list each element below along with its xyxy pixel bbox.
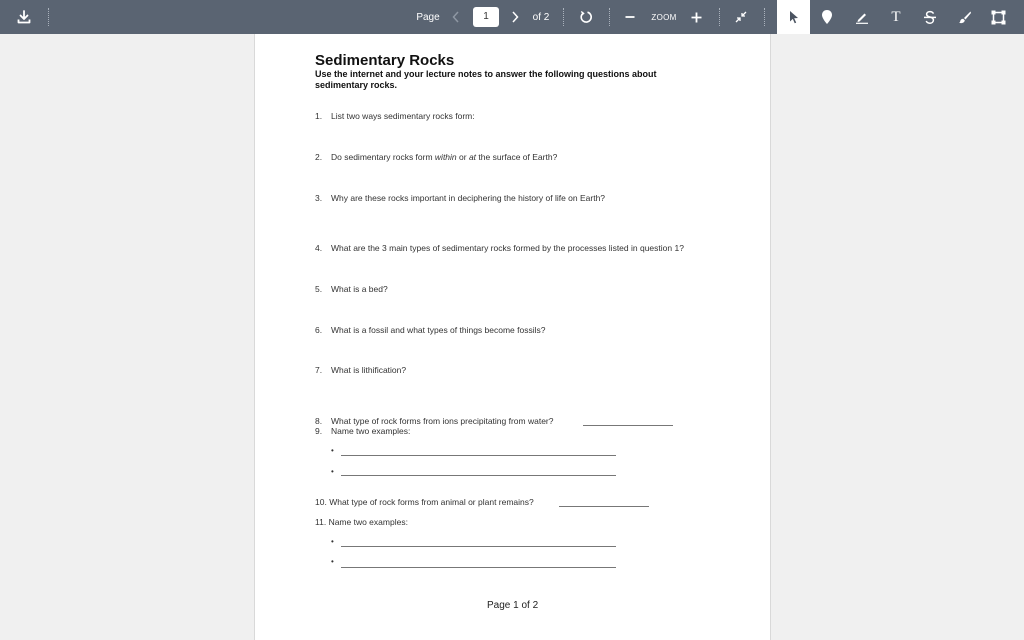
- strikethrough-tool-button[interactable]: [918, 0, 942, 34]
- page-label: Page: [416, 11, 440, 23]
- question-text-part: the surface of Earth?: [476, 152, 558, 162]
- pin-icon: [821, 9, 833, 25]
- emphasis-within: within: [434, 152, 457, 162]
- toolbar-divider: [48, 8, 49, 26]
- document-instructions: Use the internet and your lecture notes to answer the following questions about sedimentary rocks.: [315, 69, 657, 90]
- toolbar: [0, 0, 1024, 34]
- question-number: 7.: [315, 365, 323, 375]
- toolbar-divider: [563, 8, 564, 26]
- question-text: Name two examples:: [331, 426, 411, 436]
- strikethrough-icon: [923, 10, 937, 25]
- question-number: 8.: [315, 416, 323, 426]
- next-page-button[interactable]: [507, 0, 523, 34]
- download-button[interactable]: [10, 0, 38, 34]
- question-text: What are the 3 main types of sedimentary rocks formed by the processes listed in question 1?: [331, 243, 684, 253]
- rotate-icon: [579, 10, 593, 24]
- pin-tool-button[interactable]: [815, 0, 839, 34]
- cursor-arrow-icon: [788, 10, 800, 24]
- question-number: 1.: [315, 111, 323, 121]
- question-text: What is a bed?: [331, 284, 388, 294]
- rotate-button[interactable]: [575, 0, 597, 34]
- question-number: 2.: [315, 152, 323, 162]
- question-text: What type of rock forms from ions precipitating from water?: [331, 416, 554, 426]
- text-tool-button[interactable]: T: [891, 8, 901, 25]
- brush-tool-button[interactable]: [953, 0, 977, 34]
- bullet: •: [331, 446, 334, 455]
- chevron-right-icon: [511, 11, 519, 23]
- question-number: 4.: [315, 243, 323, 253]
- document-page: [254, 34, 771, 640]
- question-number: 11.: [315, 517, 327, 527]
- fit-page-button[interactable]: [731, 0, 751, 34]
- toolbar-divider: [609, 8, 610, 26]
- toolbar-divider: [764, 8, 765, 26]
- question-text: [315, 517, 408, 527]
- zoom-in-button[interactable]: [688, 0, 704, 34]
- prev-page-button[interactable]: [448, 0, 464, 34]
- download-icon: [17, 10, 31, 24]
- toolbar-divider: [719, 8, 720, 26]
- rectangle-select-icon: [991, 10, 1006, 25]
- document-title: Sedimentary Rocks: [315, 52, 455, 69]
- answer-line[interactable]: [341, 455, 616, 456]
- answer-line[interactable]: [341, 546, 616, 547]
- question-number: 10.: [315, 497, 327, 507]
- page-total-label: of 2: [532, 11, 550, 23]
- pen-tool-button[interactable]: [850, 0, 874, 34]
- bullet: •: [331, 537, 334, 546]
- bullet: •: [331, 467, 334, 476]
- question-number: 6.: [315, 325, 323, 335]
- question-text: What is lithification?: [331, 365, 407, 375]
- answer-line[interactable]: [341, 567, 616, 568]
- chevron-left-icon: [452, 11, 460, 23]
- question-text-part: Do sedimentary rocks form: [331, 152, 435, 162]
- question-text-part: What type of rock forms from animal or plant remains?: [329, 497, 534, 507]
- answer-line[interactable]: [341, 475, 616, 476]
- select-tool-button[interactable]: [777, 0, 810, 34]
- brush-icon: [958, 10, 972, 24]
- document-viewer[interactable]: [0, 34, 1024, 640]
- answer-line[interactable]: [559, 506, 649, 507]
- collapse-arrows-icon: [735, 11, 747, 23]
- question-number: 3.: [315, 193, 323, 203]
- page-number-input[interactable]: 1: [473, 7, 499, 27]
- question-text-part: or: [456, 152, 469, 162]
- minus-icon: [625, 12, 635, 22]
- question-text: List two ways sedimentary rocks form:: [331, 111, 475, 121]
- zoom-label: ZOOM: [651, 12, 677, 22]
- question-number: 5.: [315, 284, 323, 294]
- question-text: Why are these rocks important in deciphering the history of life on Earth?: [331, 193, 606, 203]
- question-text: [315, 497, 534, 507]
- bullet: •: [331, 557, 334, 566]
- rectangle-tool-button[interactable]: [986, 0, 1010, 34]
- pen-icon: [855, 10, 869, 24]
- question-text: What is a fossil and what types of things become fossils?: [331, 325, 546, 335]
- question-number: 9.: [315, 426, 323, 436]
- zoom-out-button[interactable]: [622, 0, 638, 34]
- emphasis-at: at: [468, 152, 477, 162]
- plus-icon: [691, 12, 702, 23]
- question-text: [331, 152, 721, 162]
- question-text-part: Name two examples:: [328, 517, 408, 527]
- page-footer: Page 1 of 2: [487, 600, 539, 611]
